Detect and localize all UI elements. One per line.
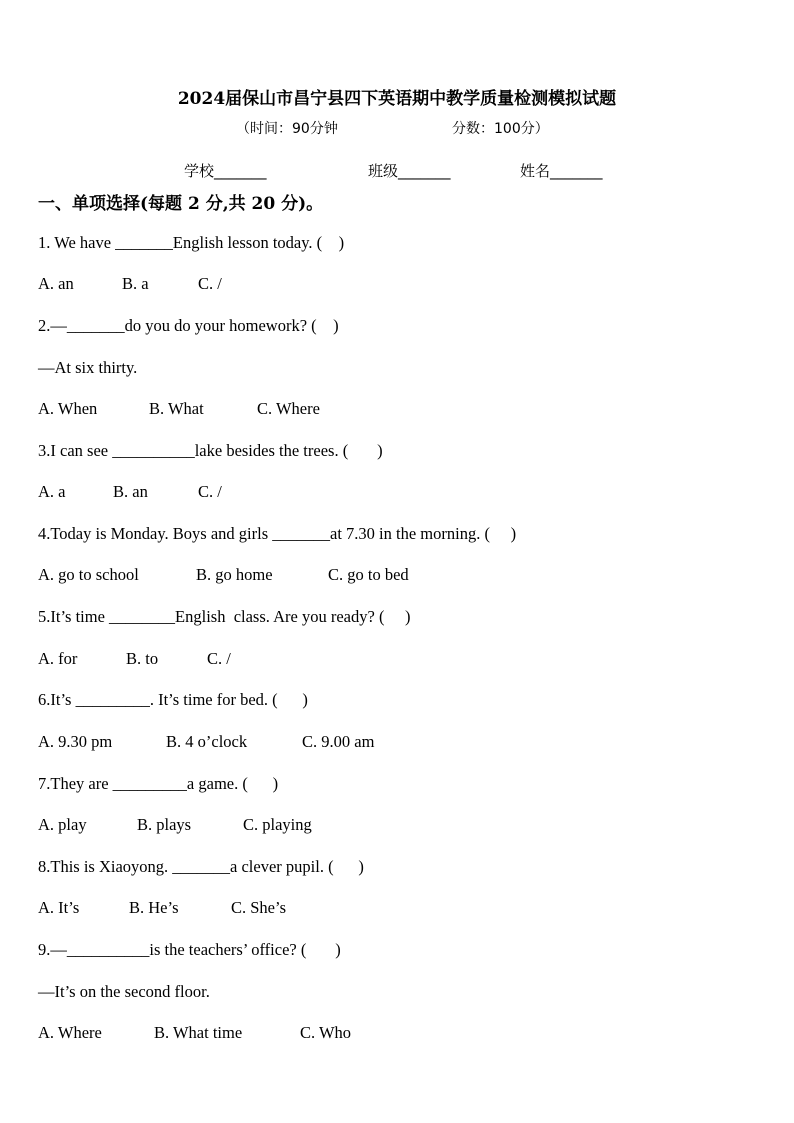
exam-time: （时间：90分钟 [236, 121, 338, 137]
question-2-option-b: B. What [149, 399, 204, 418]
question-9-option-c: C. Who [300, 1023, 352, 1042]
question-3-option-b: B. an [113, 482, 148, 501]
question-5-stem: 5.It’s time ________English class. Are you ready? ( ) [38, 607, 411, 626]
question-9-answer-line: —It’s on the second floor. [38, 982, 210, 1001]
question-7-option-c: C. playing [243, 815, 312, 834]
question-5-option-a: A. for [38, 649, 78, 668]
school-field: 学校_______ [184, 162, 267, 180]
question-2-answer-line: —At six thirty. [38, 358, 138, 377]
section-heading: 一、单项选择(每题 2 分,共 20 分)。 [38, 194, 324, 214]
exam-title: 2024届保山市昌宁县四下英语期中教学质量检测模拟试题 [177, 89, 617, 109]
question-7-option-b: B. plays [137, 815, 192, 834]
question-6-option-c: C. 9.00 am [302, 732, 375, 751]
question-1-stem: 1. We have _______English lesson today. ( ) [38, 233, 345, 252]
question-7-stem: 7.They are _________a game. ( ) [38, 774, 279, 793]
question-5-option-c: C. / [207, 649, 231, 668]
exam-score: 分数：100分） [452, 121, 549, 137]
question-8-option-c: C. She’s [231, 898, 287, 917]
question-4-option-c: C. go to bed [328, 565, 409, 584]
question-2-stem: 2.—_______do you do your homework? ( ) [38, 316, 339, 335]
question-4-option-b: B. go home [196, 565, 273, 584]
question-6-option-b: B. 4 o’clock [166, 732, 248, 751]
name-field: 姓名_______ [520, 162, 603, 180]
question-3-option-a: A. a [38, 482, 66, 501]
question-8-stem: 8.This is Xiaoyong. _______a clever pupil. ( ) [38, 857, 364, 876]
question-6-option-a: A. 9.30 pm [38, 732, 113, 751]
question-8-option-a: A. It’s [38, 898, 80, 917]
question-6-stem: 6.It’s _________. It’s time for bed. ( ) [38, 690, 308, 709]
question-4-option-a: A. go to school [38, 565, 139, 584]
question-9-option-a: A. Where [38, 1023, 102, 1042]
question-3-stem: 3.I can see __________lake besides the trees. ( ) [38, 441, 383, 460]
class-field: 班级_______ [368, 162, 451, 180]
question-8-option-b: B. He’s [129, 898, 179, 917]
question-9-option-b: B. What time [154, 1023, 243, 1042]
question-2-option-a: A. When [38, 399, 98, 418]
question-1-option-c: C. / [198, 274, 222, 293]
question-5-option-b: B. to [126, 649, 159, 668]
question-3-option-c: C. / [198, 482, 222, 501]
question-7-option-a: A. play [38, 815, 87, 834]
question-9-stem: 9.—__________is the teachers’ office? ( ) [38, 940, 341, 959]
question-1-option-b: B. a [122, 274, 149, 293]
question-4-stem: 4.Today is Monday. Boys and girls _______at 7.30 in the morning. ( ) [38, 524, 517, 543]
question-1-option-a: A. an [38, 274, 74, 293]
question-2-option-c: C. Where [257, 399, 320, 418]
